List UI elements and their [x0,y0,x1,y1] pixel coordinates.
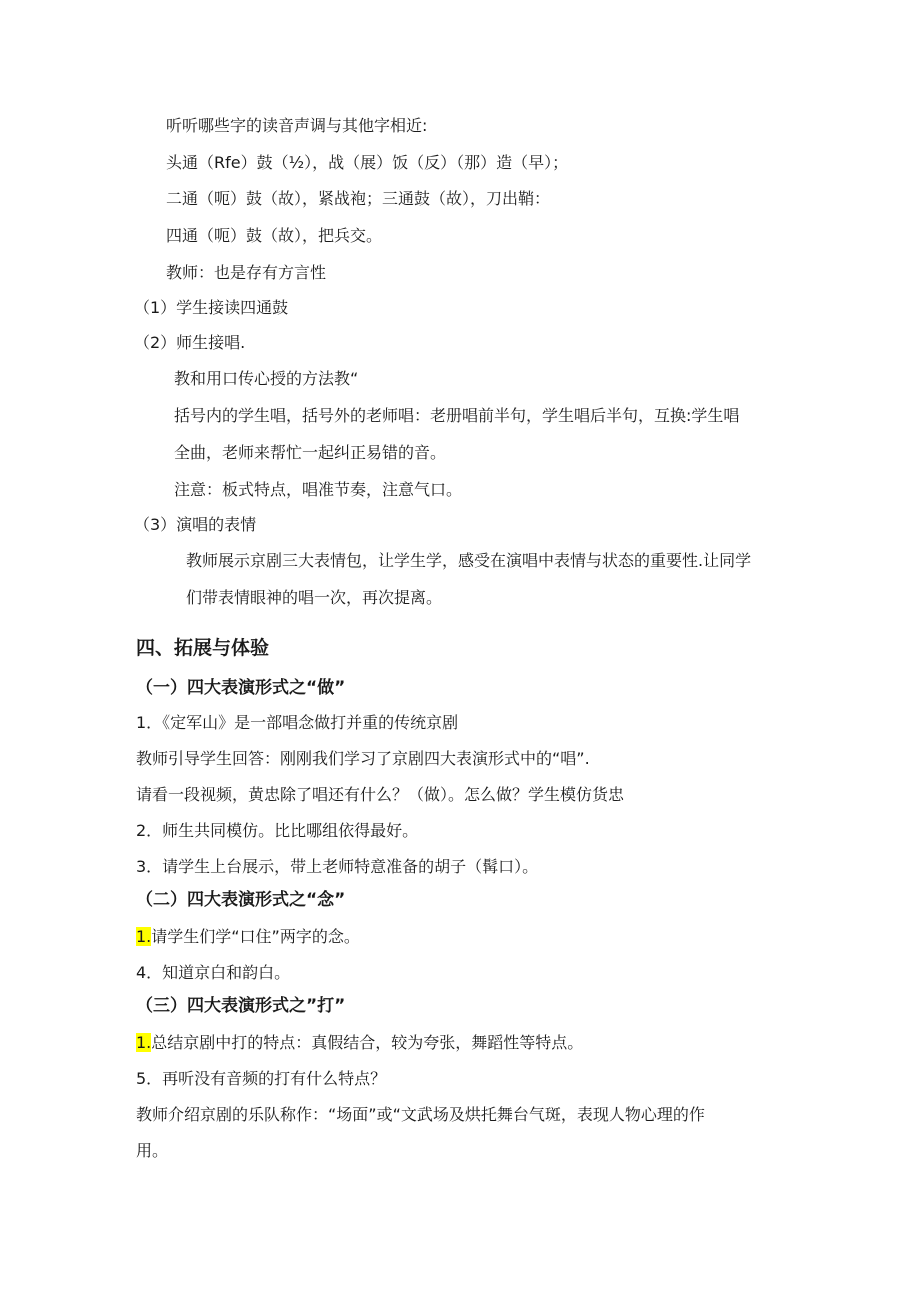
text-line: 用。 [136,1141,169,1160]
list-item: 4．知道京白和韵白。 [136,963,291,982]
subsection-heading: （三）四大表演形式之”打” [136,996,346,1016]
list-item [136,926,360,948]
list-item-text: 总结京剧中打的特点：真假结合，较为夸张，舞蹈性等特点。 [151,1033,584,1052]
text-line: 四通（呃）鼓（故），把兵交。 [166,226,383,245]
list-item-text: 请学生们学“口住”两字的念。 [151,927,360,946]
list-item: 5．再听没有音频的打有什么特点？ [136,1069,387,1088]
text-line: 二通（呃）鼓（故），紧战袍；三通鼓（故），刀出鞘： [166,189,551,208]
text-line: 注意：板式特点，唱准节奏，注意气口。 [174,480,463,499]
text-line: 教师引导学生回答：刚刚我们学习了京剧四大表演形式中的“唱”. [136,749,590,768]
section-heading: 四、拓展与体验 [136,637,270,659]
list-item: 3．请学生上台展示，带上老师特意准备的胡子（髯口）。 [136,857,539,876]
text-line: 教师：也是存有方言性 [166,263,327,282]
highlighted-number: 1. [136,927,152,946]
list-item: 1．《定军山》是一部唱念做打并重的传统京剧 [136,713,459,732]
list-item: （2）师生接唱. [134,333,246,352]
list-item: （3）演唱的表情 [134,515,257,534]
list-item: 2．师生共同模仿。比比哪组依得最好。 [136,821,419,840]
subsection-heading: （二）四大表演形式之“念” [136,890,346,910]
text-line: 们带表情眼神的唱一次，再次提离。 [186,588,443,607]
text-line: 头通（Rfe）鼓（½），战（展）饭（反）（那）造（早）； [166,153,569,172]
list-item [136,1032,583,1054]
subsection-heading: （一）四大表演形式之“做” [136,678,346,698]
text-line: 教和用口传心授的方法教“ [174,369,359,388]
highlighted-number: 1. [136,1033,152,1052]
text-line: 听听哪些字的读音声调与其他字相近: [166,116,428,135]
text-line: 括号内的学生唱，括号外的老师唱：老册唱前半句，学生唱后半句，互换:学生唱 [174,406,740,425]
text-line: 请看一段视频，黄忠除了唱还有什么？（做）。怎么做？学生模仿货忠 [136,785,625,804]
text-line: 教师展示京剧三大表情包，让学生学，感受在演唱中表情与状态的重要性.让同学 [186,551,752,570]
text-line: 教师介绍京剧的乐队称作：“场面”或“文武场及烘托舞台气斑，表现人物心理的作 [136,1105,705,1124]
list-item: （1）学生接读四通鼓 [134,298,289,317]
text-line: 全曲，老师来帮忙一起纠正易错的音。 [174,443,447,462]
